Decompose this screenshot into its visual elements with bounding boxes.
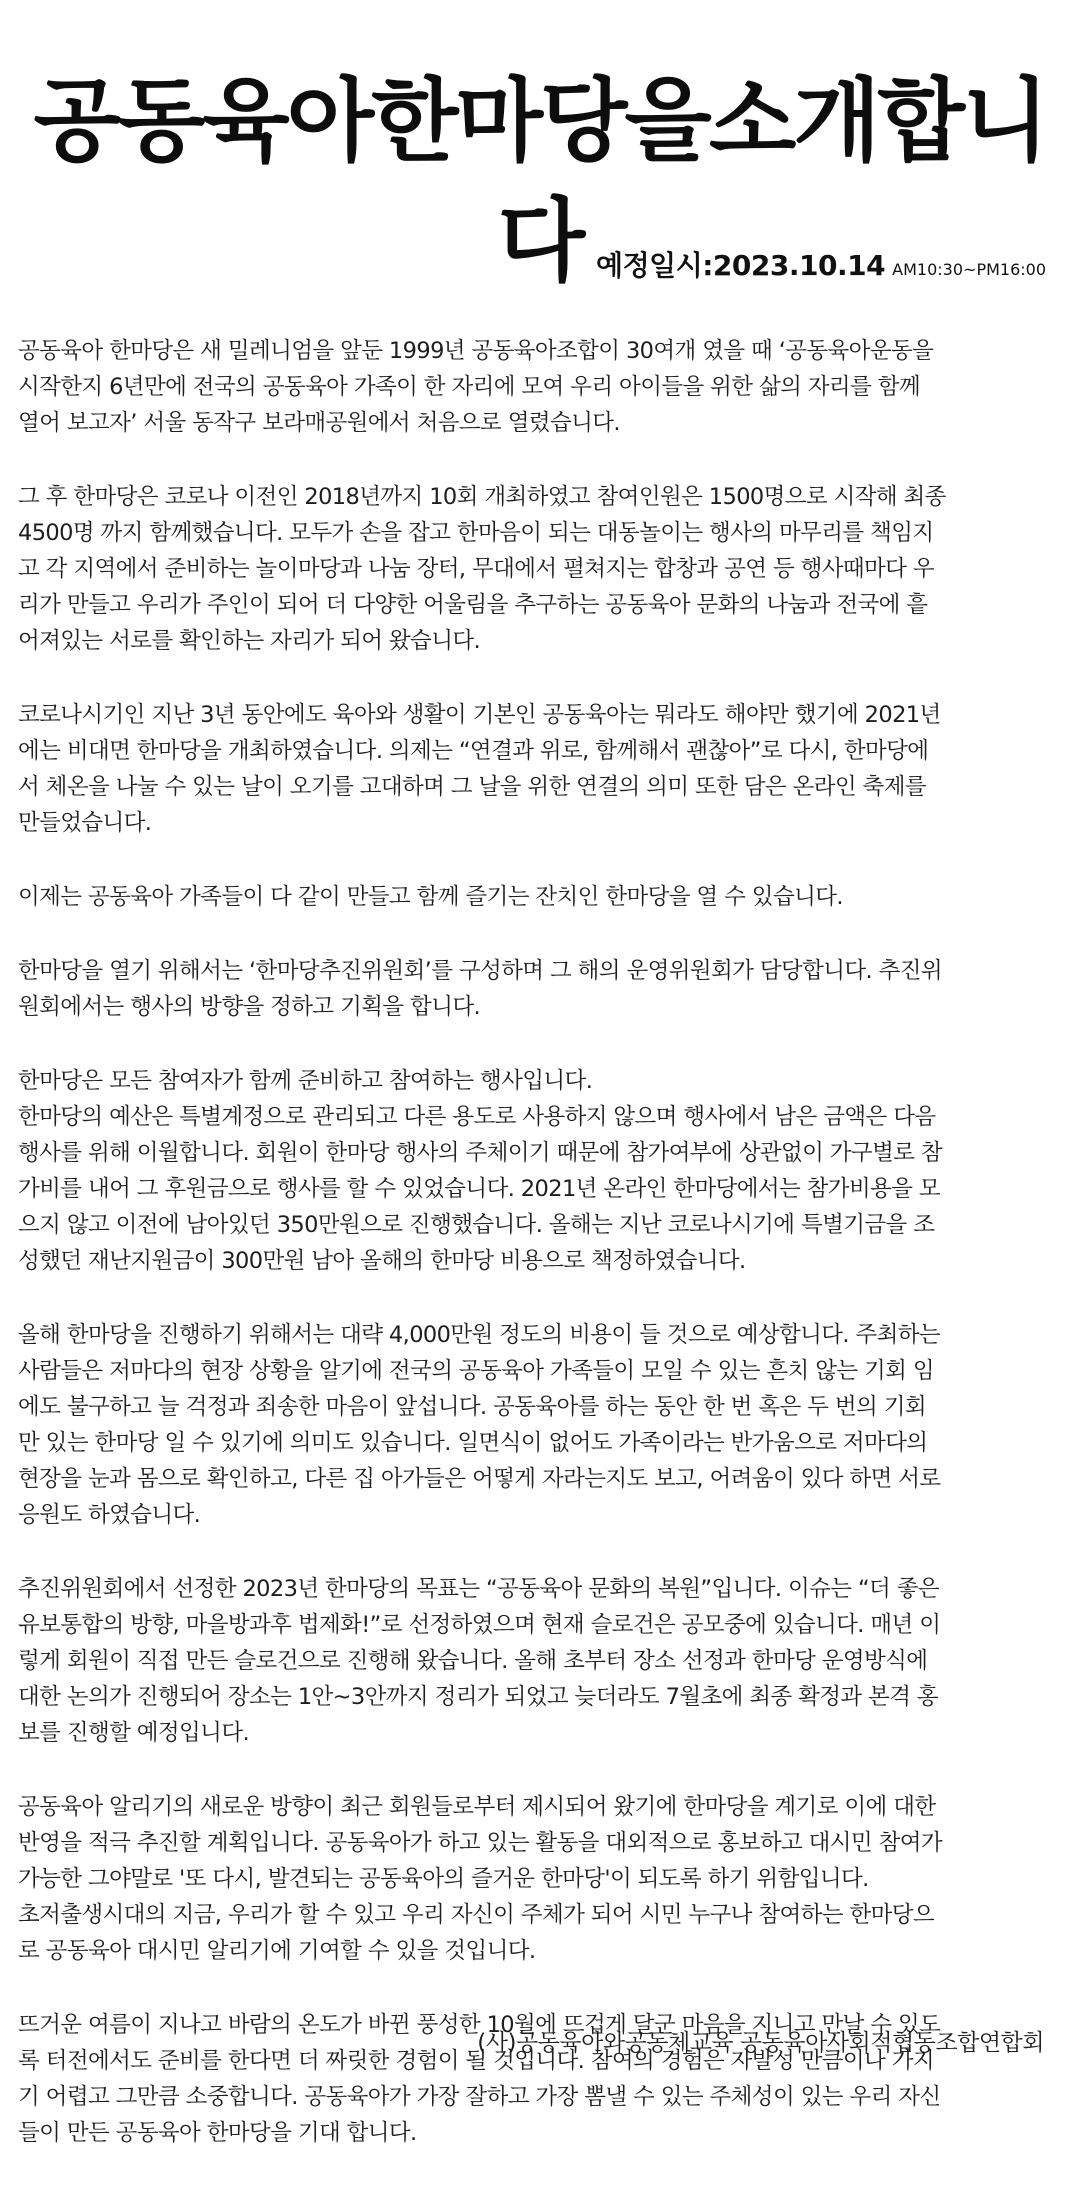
text-line: 대한 논의가 진행되어 장소는 1안~3안까지 정리가 되었고 늦더라도 7월초에 최종 확정과 본격 홍 — [18, 1684, 939, 1710]
paragraph — [18, 879, 1064, 915]
text-line: 들이 만든 공동육아 한마당을 기대 합니다. — [18, 2120, 417, 2146]
text-line: 에는 비대면 한마당을 개최하였습니다. 의제는 “연결과 위로, 함께해서 괜찮아”로 다시, 한마당에 — [18, 738, 929, 764]
text-line: 열어 보고자’ 서울 동작구 보라매공원에서 처음으로 열렸습니다. — [18, 410, 620, 436]
paragraph — [18, 333, 1064, 441]
text-line: 현장을 눈과 몸으로 확인하고, 다른 집 아가들은 어떻게 자라는지도 보고, 어려움이 있다 하면 서로 — [18, 1466, 941, 1492]
text-line: 성했던 재난지원금이 300만원 남아 올해의 한마당 비용으로 책정하였습니다. — [18, 1248, 746, 1274]
paragraph — [18, 1789, 1064, 1969]
paragraph — [18, 953, 1064, 1025]
text-line: 공동육아 알리기의 새로운 방향이 최근 회원들로부터 제시되어 왔기에 한마당을 계기로 이에 대한 — [18, 1794, 936, 1820]
text-line: 추진위원회에서 선정한 2023년 한마당의 목표는 “공동육아 문화의 복원”입니다. 이슈는 “더 좋은 — [18, 1576, 939, 1602]
text-line: 원회에서는 행사의 방향을 정하고 기획을 합니다. — [18, 994, 481, 1020]
text-line: 서 체온을 나눌 수 있는 날이 오기를 고대하며 그 날을 위한 연결의 의미 또한 담은 온라인 축제를 — [18, 774, 926, 800]
paragraph — [18, 1571, 1064, 1751]
text-line: 고 각 지역에서 준비하는 놀이마당과 나눔 장터, 무대에서 펼쳐지는 합창과 공연 등 행사때마다 우 — [18, 556, 934, 582]
paragraph — [18, 479, 1064, 659]
text-line: 만 있는 한마당 일 수 있기에 의미도 있습니다. 일면식이 없어도 가족이라는 반가움으로 저마다의 — [18, 1430, 928, 1456]
text-line: 렇게 회원이 직접 만든 슬로건으로 진행해 왔습니다. 올해 초부터 장소 선정과 한마당 운영방식에 — [18, 1648, 928, 1674]
text-line: 가능한 그야말로 '또 다시, 발견되는 공동육아의 즐거운 한마당'이 되도록 하기 위함입니다. — [18, 1866, 869, 1892]
text-line: 기 어렵고 그만큼 소중합니다. 공동육아가 가장 잘하고 가장 뽐낼 수 있는 주체성이 있는 우리 자신 — [18, 2084, 941, 2110]
text-line: 으지 않고 이전에 남아있던 350만원으로 진행했습니다. 올해는 지난 코로나시기에 특별기금을 조 — [18, 1212, 935, 1238]
text-line: 가비를 내어 그 후원금으로 행사를 할 수 있었습니다. 2021년 온라인 한마당에서는 참가비용을 모 — [18, 1176, 941, 1202]
text-line: 올해 한마당을 진행하기 위해서는 대략 4,000만원 정도의 비용이 들 것으로 예상합니다. 주최하는 — [18, 1322, 941, 1348]
schedule-date: 예정일시:2023.10.14 — [596, 249, 886, 282]
schedule-time: AM10:30~PM16:00 — [892, 260, 1046, 279]
text-line: 코로나시기인 지난 3년 동안에도 육아와 생활이 기본인 공동육아는 뭐라도 해야만 했기에 2021년 — [18, 702, 941, 728]
text-line: 응원도 하였습니다. — [18, 1502, 201, 1528]
text-line: 초저출생시대의 지금, 우리가 할 수 있고 우리 자신이 주체가 되어 시민 누구나 참여하는 한마당으 — [18, 1902, 934, 1928]
body-text — [18, 333, 1064, 2189]
paragraph — [18, 1317, 1064, 1533]
text-line: 시작한지 6년만에 전국의 공동육아 가족이 한 자리에 모여 우리 아이들을 위한 삶의 자리를 함께 — [18, 374, 921, 400]
text-line: 보를 진행할 예정입니다. — [18, 1720, 250, 1746]
text-line: 유보통합의 방향, 마을방과후 법제화!”로 선정하였으며 현재 슬로건은 공모중에 있습니다. 매년 이 — [18, 1612, 941, 1638]
text-line: 로 공동육아 대시민 알리기에 기여할 수 있을 것입니다. — [18, 1938, 536, 1964]
text-line: 한마당은 모든 참여자가 함께 준비하고 참여하는 행사입니다. — [18, 1068, 593, 1094]
text-line: 공동육아 한마당은 새 밀레니엄을 앞둔 1999년 공동육아조합이 30여개 였을 때 ‘공동육아운동을 — [18, 338, 934, 364]
text-line: 뜨거운 여름이 지나고 바람의 온도가 바뀐 풍성한 10월에 뜨겁게 달군 마음을 지니고 만날 수 있도 — [18, 2012, 941, 2038]
text-line: 반영을 적극 추진할 계획입니다. 공동육아가 하고 있는 활동을 대외적으로 홍보하고 대시민 참여가 — [18, 1830, 943, 1856]
text-line: 사람들은 저마다의 현장 상황을 알기에 전국의 공동육아 가족들이 모일 수 있는 흔치 않는 기회 임 — [18, 1358, 934, 1384]
text-line: 만들었습니다. — [18, 810, 152, 836]
text-line: 행사를 위해 이월합니다. 회원이 한마당 행사의 주체이기 때문에 참가여부에 상관없이 가구별로 참 — [18, 1140, 943, 1166]
text-line: 한마당을 열기 위해서는 ‘한마당추진위원회’를 구성하며 그 해의 운영위원회가 담당합니다. 추진위 — [18, 958, 943, 984]
text-line: 리가 만들고 우리가 주인이 되어 더 다양한 어울림을 추구하는 공동육아 문화의 나눔과 전국에 흩 — [18, 592, 928, 618]
schedule — [596, 244, 1046, 284]
page-title: 공동육아한마당을소개합니다 — [33, 69, 1047, 294]
text-line: 에도 불구하고 늘 걱정과 죄송한 마음이 앞섭니다. 공동육아를 하는 동안 한 번 혹은 두 번의 기회 — [18, 1394, 926, 1420]
signature: (사)공동육아와공동체교육 공동육아사회적협동조합연합회 — [477, 2030, 1044, 2056]
text-line: 어져있는 서로를 확인하는 자리가 되어 왔습니다. — [18, 628, 481, 654]
text-line: 4500명 까지 함께했습니다. 모두가 손을 잡고 한마음이 되는 대동놀이는 행사의 마무리를 책임지 — [18, 520, 934, 546]
text-line: 한마당의 예산은 특별계정으로 관리되고 다른 용도로 사용하지 않으며 행사에서 남은 금액은 다음 — [18, 1104, 936, 1130]
paragraph — [18, 697, 1064, 841]
text-line: 이제는 공동육아 가족들이 다 같이 만들고 함께 즐기는 잔치인 한마당을 열 수 있습니다. — [18, 884, 843, 910]
paragraph — [18, 1063, 1064, 1279]
text-line: 록 터전에서도 준비를 한다면 더 짜릿한 경험이 될 것입니다. 참여의 경험은 자발성 만큼이나 가지 — [18, 2048, 934, 2074]
text-line: 그 후 한마당은 코로나 이전인 2018년까지 10회 개최하였고 참여인원은 1500명으로 시작해 최종 — [18, 484, 946, 510]
